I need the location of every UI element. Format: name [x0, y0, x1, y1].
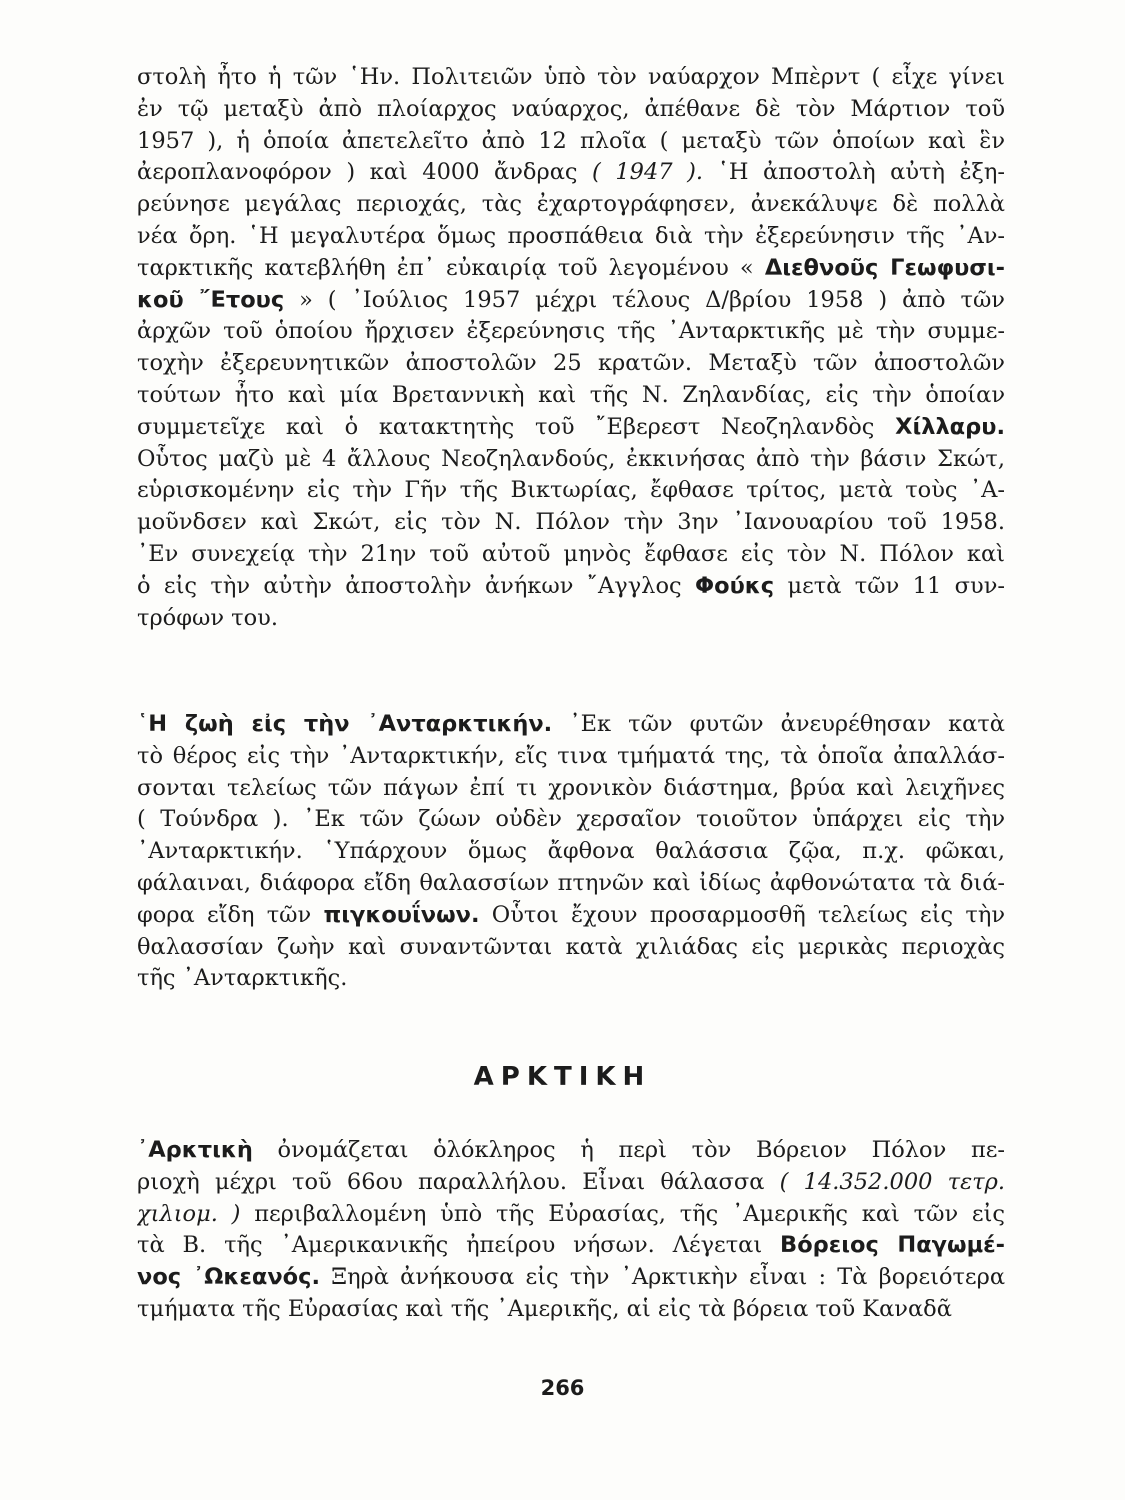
text-segment: φορα εἴδη τῶν: [137, 901, 324, 928]
text-line: [137, 1199, 1005, 1231]
text-line: [137, 539, 1005, 571]
bold-term: ῾Η ζωὴ εἰς τὴν ᾽Ανταρκτικήν.: [137, 711, 553, 737]
text-line: [137, 1167, 1005, 1199]
text-line: [137, 189, 1005, 221]
paragraph-expeditions: [137, 62, 1005, 634]
text-segment: ῾Η ἀποστολὴ αὐτὴ ἐξη-: [703, 159, 1005, 186]
text-segment: εὑρισκομένην εἰς τὴν Γῆν τῆς Βικτωρίας, ἔφθασε τρίτος, μετὰ τοὺς ᾽Α-: [137, 477, 1005, 504]
text-segment: Ξηρὰ ἀνήκουσα εἰς τὴν ᾽Αρκτικὴν εἶναι : Τὰ βορειότερα: [320, 1264, 1005, 1291]
text-segment: ᾽Εκ τῶν φυτῶν ἀνευρέθησαν κατὰ: [552, 711, 1005, 737]
italic-text: ( 1947 ).: [592, 159, 704, 186]
text-line: [137, 157, 1005, 189]
text-segment: τῆς ᾽Ανταρκτικῆς.: [137, 965, 348, 992]
text-segment: θαλασσίαν ζωὴν καὶ συναντῶνται κατὰ χιλιάδας εἰς μερικὰς περιοχὰς: [137, 933, 1005, 960]
section-heading-arctic: ΑΡΚΤΙΚΗ: [473, 1062, 652, 1092]
text-line: [137, 348, 1005, 380]
text-line: [137, 1135, 1005, 1167]
text-segment: ᾽Εν συνεχείᾳ τὴν 21ην τοῦ αὐτοῦ μηνὸς ἔφθασε εἰς τὸν Ν. Πόλον καὶ: [137, 540, 1005, 567]
text-segment: ριοχὴ μέχρι τοῦ 66ου παραλλήλου. Εἶναι θάλασσα: [137, 1168, 780, 1195]
paragraph-arctic: [137, 1135, 1005, 1326]
text-segment: τμήματα τῆς Εὐρασίας καὶ τῆς ᾽Αμερικῆς, αἱ εἰς τὰ βόρεια τοῦ Καναδᾶ: [137, 1295, 952, 1322]
text-segment: τρόφων του.: [137, 604, 278, 631]
text-line: [137, 126, 1005, 158]
text-segment: » ( ᾽Ιούλιος 1957 μέχρι τέλους Δ/βρίου 1958 ) ἀπὸ τῶν: [284, 286, 1005, 313]
bold-term: πιγκουΐνων.: [323, 901, 480, 928]
text-line: [137, 741, 1005, 773]
text-segment: ὀνομάζεται ὁλόκληρος ἡ περὶ τὸν Βόρειον Πόλον πε-: [252, 1137, 1005, 1163]
italic-text: ( 14.352.000 τετρ.: [779, 1168, 1005, 1195]
text-line: [137, 253, 1005, 285]
text-segment: τὸ θέρος εἰς τὴν ᾽Ανταρκτικήν, εἴς τινα τμήματά της, τὰ ὁποῖα ἀπαλλάσ-: [137, 742, 1005, 769]
text-line: [137, 773, 1005, 805]
text-line: [137, 507, 1005, 539]
paragraph-life-in-antarctica: [137, 709, 1005, 995]
bold-term: Βόρειος Παγωμέ-: [780, 1232, 1005, 1259]
text-segment: περιβαλλομένη ὑπὸ τῆς Εὐρασίας, τῆς ᾽Αμερικῆς καὶ τῶν εἰς: [240, 1200, 1005, 1227]
text-line: [137, 94, 1005, 126]
text-line: [137, 709, 1005, 741]
text-line: [137, 221, 1005, 253]
text-segment: τούτων ἦτο καὶ μία Βρεταννικὴ καὶ τῆς Ν. Ζηλανδίας, εἰς τὴν ὁποίαν: [137, 381, 1005, 408]
text-line: [137, 1230, 1005, 1262]
text-line: [137, 62, 1005, 94]
text-segment: ἀρχῶν τοῦ ὁποίου ἤρχισεν ἐξερεύνησις τῆς ᾽Ανταρκτικῆς μὲ τὴν συμμε-: [137, 318, 1005, 345]
text-segment: ἐν τῷ μεταξὺ ἀπὸ πλοίαρχος ναύαρχος, ἀπέθανε δὲ τὸν Μάρτιον τοῦ: [137, 95, 1005, 122]
bold-term: Φούκς: [694, 572, 775, 599]
text-line: [137, 932, 1005, 964]
page-number: 266: [540, 1376, 585, 1400]
text-line: [137, 316, 1005, 348]
bold-term: ᾽Αρκτικὴ: [137, 1137, 253, 1163]
text-line: [137, 380, 1005, 412]
text-segment: μοῦνδσεν καὶ Σκώτ, εἰς τὸν Ν. Πόλον τὴν 3ην ᾽Ιανουαρίου τοῦ 1958.: [137, 509, 1005, 536]
text-segment: ( Τούνδρα ). ᾽Εκ τῶν ζώων οὐδὲν χερσαῖον τοιοῦτον ὑπάρχει εἰς τὴν: [137, 806, 1005, 833]
bold-term: νος ᾽Ωκεανός.: [137, 1264, 321, 1291]
text-segment: μετὰ τῶν 11 συν-: [774, 572, 1005, 599]
bold-term: Χίλλαρυ.: [895, 413, 1005, 440]
text-line: [137, 1294, 1005, 1326]
text-segment: Οὗτοι ἔχουν προσαρμοσθῆ τελείως εἰς τὴν: [479, 901, 1005, 928]
text-line: [137, 963, 1005, 995]
text-segment: Οὗτος μαζὺ μὲ 4 ἄλλους Νεοζηλανδούς, ἐκκινήσας ἀπὸ τὴν βάσιν Σκώτ,: [137, 445, 1005, 472]
text-line: [137, 836, 1005, 868]
text-segment: τοχὴν ἐξερευνητικῶν ἀποστολῶν 25 κρατῶν. Μεταξὺ τῶν ἀποστολῶν: [137, 350, 1005, 377]
italic-text: χιλιομ. ): [137, 1200, 241, 1227]
text-segment: νέα ὄρη. ῾Η μεγαλυτέρα ὅμως προσπάθεια διὰ τὴν ἐξερεύνησιν τῆς ᾽Αν-: [137, 222, 1005, 249]
text-segment: στολὴ ἦτο ἡ τῶν ῾Ην. Πολιτειῶν ὑπὸ τὸν ναύαρχον Μπὲρντ ( εἶχε γίνει: [137, 64, 1005, 90]
text-segment: ᾽Ανταρκτικήν. ῾Υπάρχουν ὅμως ἄφθονα θαλάσσια ζῷα, π.χ. φῶκαι,: [137, 838, 1005, 865]
text-segment: συμμετεῖχε καὶ ὁ κατακτητὴς τοῦ ῎Εβερεστ Νεοζηλανδὸς: [137, 413, 896, 440]
text-line: [137, 412, 1005, 444]
text-line: [137, 804, 1005, 836]
text-line: [137, 900, 1005, 932]
text-line: [137, 1262, 1005, 1294]
text-line: [137, 444, 1005, 476]
text-segment: ἀεροπλανοφόρον ) καὶ 4000 ἄνδρας: [137, 159, 593, 186]
text-segment: σονται τελείως τῶν πάγων ἐπί τι χρονικὸν διάστημα, βρύα καὶ λειχῆνες: [137, 774, 1005, 801]
text-segment: φάλαιναι, διάφορα εἴδη θαλασσίων πτηνῶν καὶ ἰδίως ἀφθονώτατα τὰ διά-: [137, 869, 1005, 896]
text-line: [137, 571, 1005, 603]
bold-term: κοῦ ῎Ετους: [137, 286, 285, 313]
text-segment: 1957 ), ἡ ὁποία ἀπετελεῖτο ἀπὸ 12 πλοῖα ( μεταξὺ τῶν ὁποίων καὶ ἓν: [137, 127, 1005, 154]
text-segment: ρεύνησε μεγάλας περιοχάς, τὰς ἐχαρτογράφησεν, ἀνεκάλυψε δὲ πολλὰ: [137, 191, 1005, 218]
text-line: [137, 868, 1005, 900]
text-segment: τὰ Β. τῆς ᾽Αμερικανικῆς ἠπείρου νήσων. Λέγεται: [137, 1232, 781, 1259]
text-line: [137, 603, 1005, 635]
text-line: [137, 285, 1005, 317]
text-line: [137, 475, 1005, 507]
text-segment: ταρκτικῆς κατεβλήθη ἐπ᾽ εὐκαιρίᾳ τοῦ λεγομένου «: [137, 254, 765, 281]
bold-term: Διεθνοῦς Γεωφυσι-: [764, 254, 1005, 281]
text-segment: ὁ εἰς τὴν αὐτὴν ἀποστολὴν ἀνήκων ῎Αγγλος: [137, 572, 695, 599]
